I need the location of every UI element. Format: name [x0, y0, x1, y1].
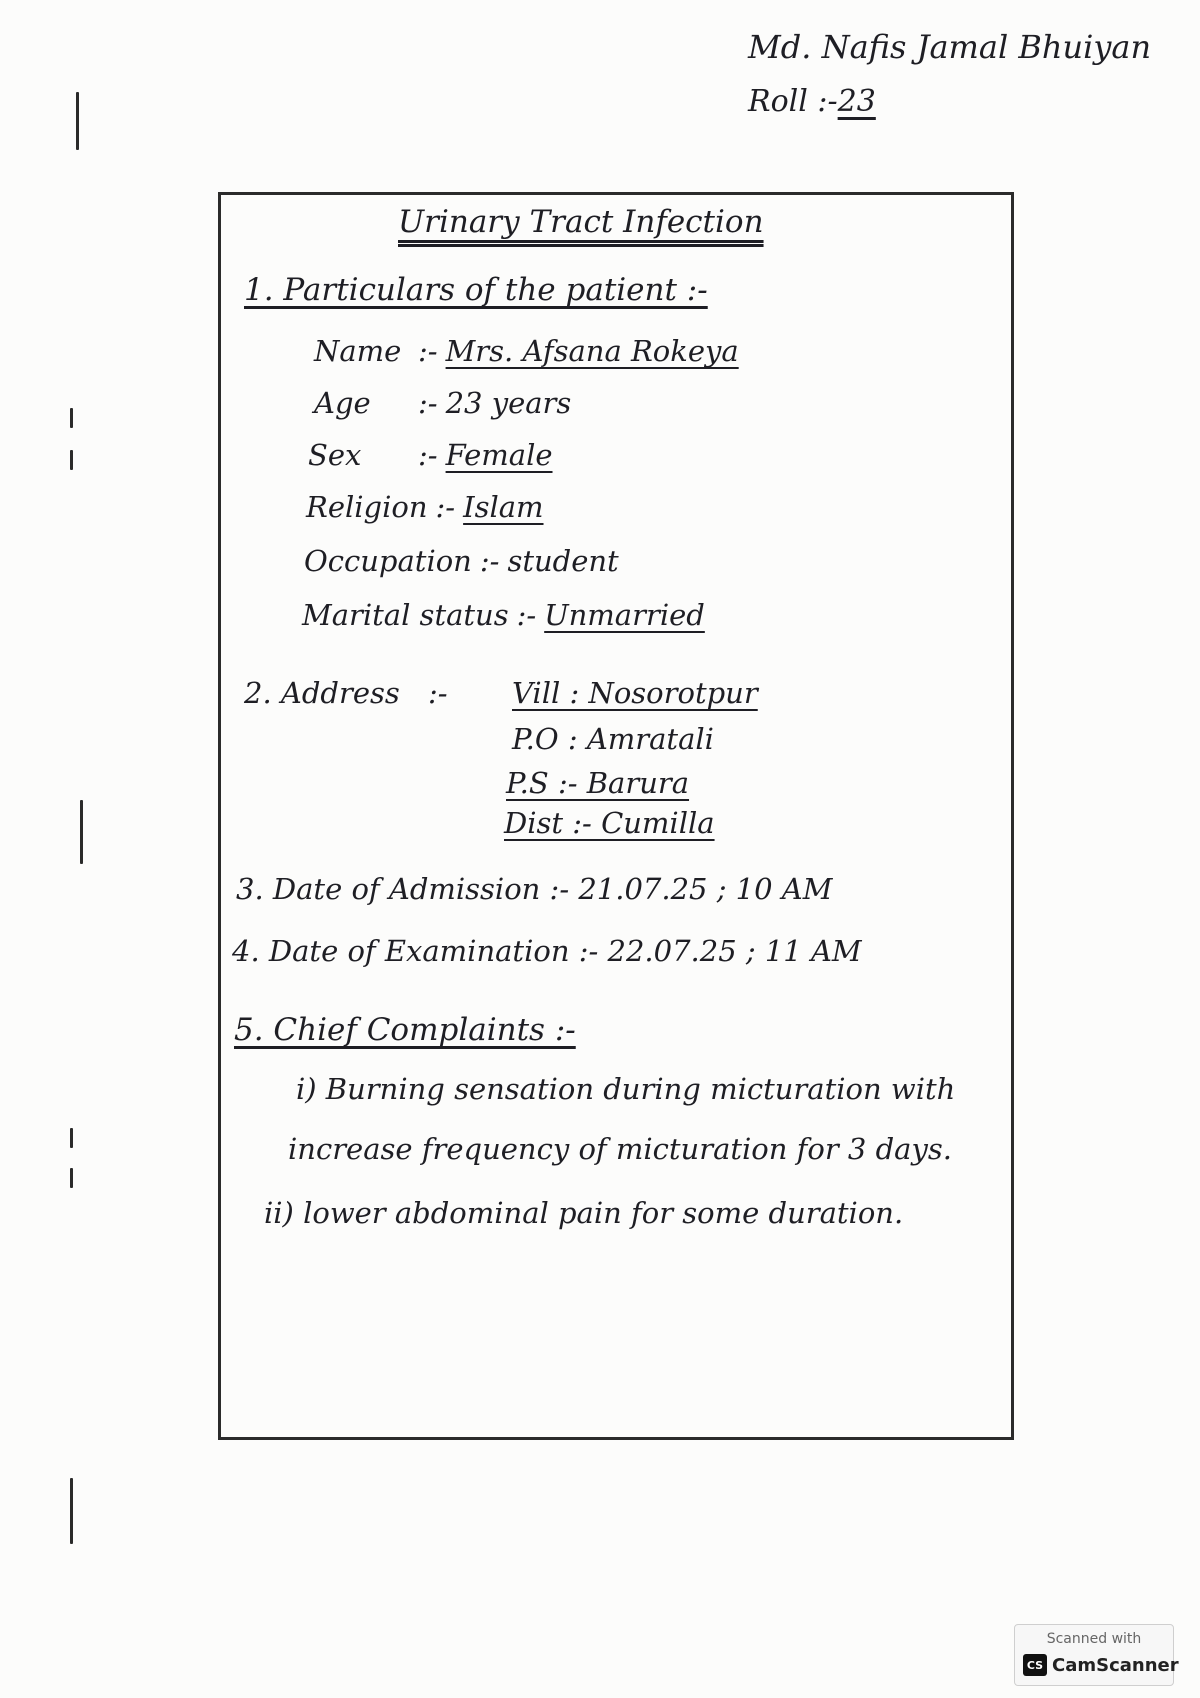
complaint-line: ii) lower abdominal pain for some duration. [264, 1196, 904, 1230]
student-name: Md. Nafis Jamal Bhuiyan [748, 28, 1152, 66]
field-label: Marital status [302, 598, 509, 632]
address-line: P.S :- Barura [506, 766, 690, 800]
scanner-watermark [1014, 1624, 1179, 1686]
complaints-heading: 5. Chief Complaints :- [234, 1012, 576, 1048]
address-line: Dist :- Cumilla [504, 806, 715, 840]
field-separator: :- [418, 334, 438, 368]
field-label: Age [314, 386, 371, 420]
field-value: Unmarried [544, 598, 705, 632]
margin-mark [70, 1168, 73, 1188]
field-separator: :- [418, 438, 438, 472]
complaint-line: i) Burning sensation during micturation with [296, 1072, 956, 1106]
complaint-line: increase frequency of micturation for 3 days. [288, 1132, 952, 1166]
field-name [314, 334, 739, 368]
field-label: Occupation [304, 544, 472, 578]
margin-mark [70, 450, 73, 470]
address-separator: :- [428, 676, 448, 710]
admission-date: 3. Date of Admission :- 21.07.25 ; 10 AM [236, 872, 833, 906]
page-title: Urinary Tract Infection [398, 204, 764, 240]
margin-mark [70, 1128, 73, 1148]
field-separator: :- [435, 490, 456, 524]
margin-mark [70, 408, 73, 428]
field-value: Mrs. Afsana Rokeya [445, 334, 739, 368]
field-value: 23 years [445, 386, 572, 420]
field-separator: :- [479, 544, 500, 578]
field-label: Name [314, 334, 402, 368]
field-sex [308, 438, 553, 472]
field-marital-status [302, 598, 705, 632]
field-age [314, 386, 571, 420]
field-label: Sex [308, 438, 362, 472]
address-line: Vill : Nosorotpur [512, 676, 758, 710]
address-line: P.O : Amratali [512, 722, 714, 756]
field-religion [306, 490, 544, 524]
roll-number: 23 [837, 84, 876, 119]
watermark-row [1023, 1654, 1179, 1676]
margin-mark [76, 92, 79, 150]
field-label: Religion [306, 490, 428, 524]
field-separator: :- [516, 598, 537, 632]
margin-mark [70, 1478, 73, 1544]
field-value: student [507, 544, 619, 578]
field-occupation [304, 544, 619, 578]
field-separator: :- [418, 386, 438, 420]
watermark-caption: Scanned with [1046, 1631, 1142, 1647]
watermark-brand: CamScanner [1052, 1654, 1179, 1676]
field-value: Islam [463, 490, 544, 524]
margin-mark [80, 800, 83, 864]
camscanner-logo-icon: CS [1023, 1654, 1047, 1676]
roll-line [748, 84, 876, 119]
examination-date: 4. Date of Examination :- 22.07.25 ; 11 AM [232, 934, 862, 968]
particulars-heading: 1. Particulars of the patient :- [244, 272, 708, 308]
roll-label: Roll :- [748, 84, 838, 119]
field-value: Female [445, 438, 553, 472]
address-label: 2. Address [244, 676, 400, 710]
